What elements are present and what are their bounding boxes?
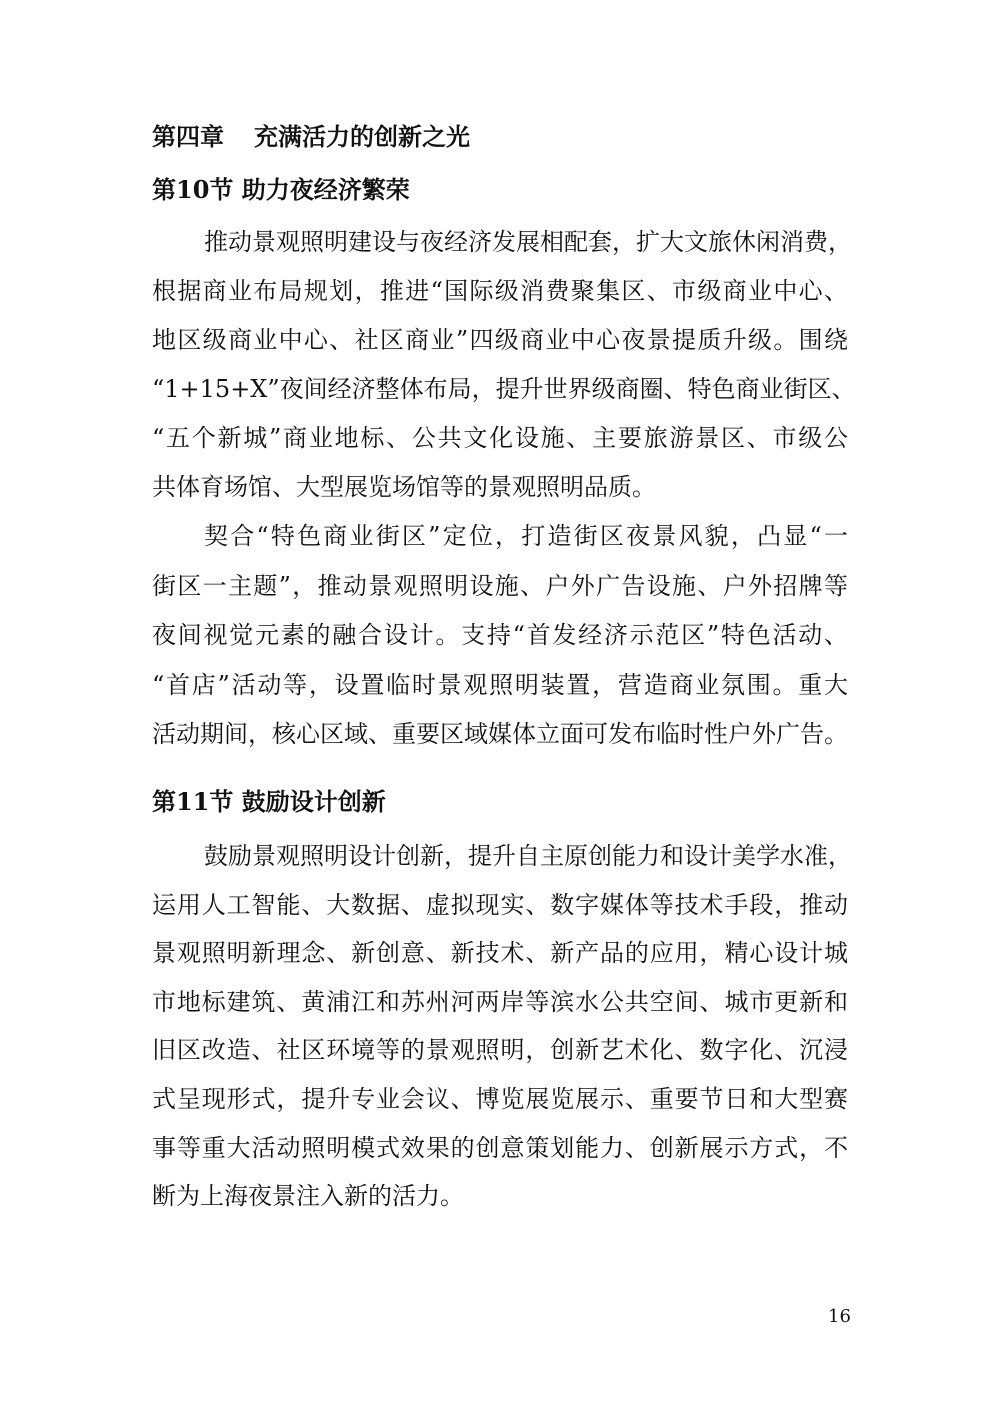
paragraph-line: “1+15+X”夜间经济整体布局，提升世界级商圈、特色商业街区、 [152,375,856,403]
page-number: 16 [828,1306,851,1327]
paragraph-line: 推动景观照明建设与夜经济发展相配套，扩大文旅休闲消费， [204,228,852,256]
section-heading: 第10节 助力夜经济繁荣 [152,175,410,204]
paragraph-line: 事等重大活动照明模式效果的创意策划能力、创新展示方式，不 [152,1133,848,1162]
paragraph-line: 式呈现形式，提升专业会议、博览展览展示、重要节日和大型赛 [152,1085,848,1113]
chapter-title: 充满活力的创新之光 [254,122,470,151]
paragraph-line: 景观照明新理念、新创意、新技术、新产品的应用，精心设计城 [152,939,848,968]
paragraph-line: “首店”活动等，设置临时景观照明装置，营造商业氛围。重大 [152,670,848,699]
paragraph-line: 旧区改造、社区环境等的景观照明，创新艺术化、数字化、沉浸 [152,1036,848,1065]
paragraph-line: 共体育场馆、大型展览场馆等的景观照明品质。 [152,473,656,501]
section-heading: 第11节 鼓励设计创新 [152,787,386,816]
paragraph-line: 夜间视觉元素的融合设计。支持“首发经济示范区”特色活动、 [152,621,848,649]
paragraph-line: 地区级商业中心、社区商业”四级商业中心夜景提质升级。围绕 [152,326,848,354]
paragraph-line: 活动期间，核心区域、重要区域媒体立面可发布临时性户外广告。 [152,720,848,748]
paragraph-line: 运用人工智能、大数据、虚拟现实、数字媒体等技术手段，推动 [152,890,848,919]
paragraph-line: 契合“特色商业街区”定位，打造街区夜景风貌，凸显“一 [204,522,848,550]
paragraph-line: 根据商业布局规划，推进“国际级消费聚集区、市级商业中心、 [152,277,848,305]
chapter-number: 第四章 [152,122,224,151]
paragraph-line: “五个新城”商业地标、公共文化设施、主要旅游景区、市级公 [152,424,848,452]
chapter-heading [152,121,470,153]
paragraph-line: 市地标建筑、黄浦江和苏州河两岸等滨水公共空间、城市更新和 [152,987,848,1016]
paragraph-line: 断为上海夜景注入新的活力。 [152,1182,464,1211]
paragraph-line: 街区一主题”，推动景观照明设施、户外广告设施、户外招牌等 [152,571,848,600]
paragraph-line: 鼓励景观照明设计创新，提升自主原创能力和设计美学水准， [204,842,852,870]
